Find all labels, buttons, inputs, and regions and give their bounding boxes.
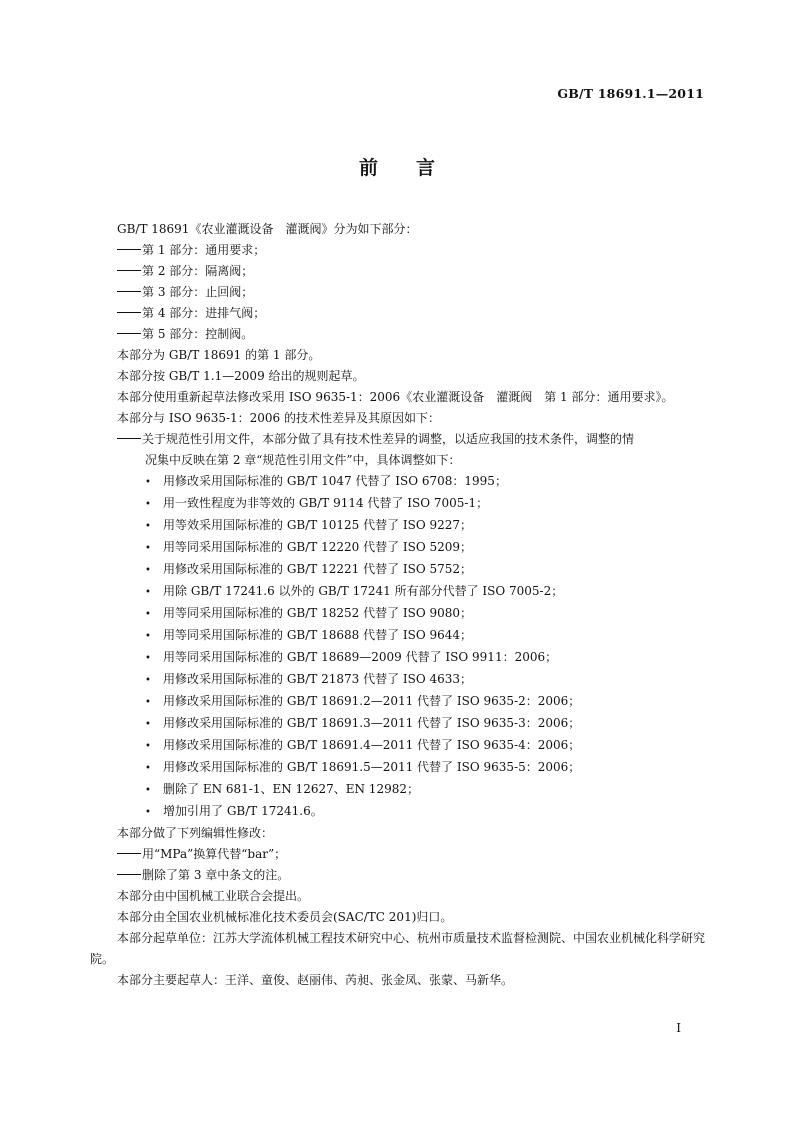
bullet-icon: •	[145, 785, 151, 796]
bullet-icon: •	[145, 521, 151, 532]
bullet-icon: •	[145, 675, 151, 686]
list-item: • 用等同采用国际标准的 GB/T 12220 代替了 ISO 5209；	[145, 537, 705, 559]
bullet-icon: •	[145, 543, 151, 554]
paragraph: 本部分由全国农业机械标准化技术委员会(SAC/TC 201)归口。	[117, 910, 453, 924]
paragraph: 本部分与 ISO 9635-1：2006 的技术性差异及其原因如下：	[117, 411, 441, 425]
list-item: • 用等同采用国际标准的 GB/T 18688 代替了 ISO 9644；	[145, 625, 705, 647]
bullet-icon: •	[145, 565, 151, 576]
bullet-icon: •	[145, 477, 151, 488]
difference-item: 关于规范性引用文件，本部分做了具有技术性差异的调整，以适应我国的技术条件，调整的情	[117, 429, 705, 450]
paragraph: 本部分按 GB/T 1.1—2009 给出的规则起草。	[117, 369, 365, 383]
list-item: • 用修改采用国际标准的 GB/T 18691.4—2011 代替了 ISO 9635-4：2006；	[145, 735, 705, 757]
paragraph: 本部分起草单位：江苏大学流体机械工程技术研究中心、杭州市质量技术监督检测院、中国农业机械化科学研究院。	[90, 931, 706, 966]
list-item: • 用等同采用国际标准的 GB/T 18689—2009 代替了 ISO 9911：2006；	[145, 647, 705, 669]
list-item: • 增加引用了 GB/T 17241.6。	[145, 801, 705, 823]
paragraph: GB/T 18691《农业灌溉设备 灌溉阀》分为如下部分：	[117, 222, 418, 236]
edit-item: 删除了第 3 章中条文的注。	[117, 865, 705, 886]
list-item: • 用等同采用国际标准的 GB/T 18252 代替了 ISO 9080；	[145, 603, 705, 625]
edit-item: 用“MPa”换算代替“bar”；	[117, 844, 705, 865]
list-item: • 用修改采用国际标准的 GB/T 18691.3—2011 代替了 ISO 9635-3：2006；	[145, 713, 705, 735]
em-dash	[117, 291, 141, 292]
paragraph: 本部分由中国机械工业联合会提出。	[117, 889, 310, 903]
list-item: • 用修改采用国际标准的 GB/T 1047 代替了 ISO 6708：1995；	[145, 471, 705, 493]
list-item: • 用一致性程度为非等效的 GB/T 9114 代替了 ISO 7005-1；	[145, 493, 705, 515]
part-item: 第 4 部分：进排气阀；	[117, 303, 705, 324]
em-dash	[117, 438, 141, 439]
em-dash	[117, 333, 141, 334]
em-dash	[117, 312, 141, 313]
bullet-icon: •	[145, 741, 151, 752]
bullet-icon: •	[145, 587, 151, 598]
page-title: 前言	[358, 157, 473, 179]
bullet-icon: •	[145, 609, 151, 620]
adjustment-list	[117, 471, 705, 823]
list-item: • 用修改采用国际标准的 GB/T 21873 代替了 ISO 4633；	[145, 669, 705, 691]
paragraph: 本部分为 GB/T 18691 的第 1 部分。	[117, 348, 321, 362]
difference-item-continued: 况集中反映在第 2 章“规范性引用文件”中，具体调整如下：	[145, 453, 461, 467]
part-item: 第 2 部分：隔离阀；	[117, 261, 705, 282]
list-item: • 用等效采用国际标准的 GB/T 10125 代替了 ISO 9227；	[145, 515, 705, 537]
part-item: 第 1 部分：通用要求；	[117, 240, 705, 261]
list-item: • 用修改采用国际标准的 GB/T 18691.2—2011 代替了 ISO 9635-2：2006；	[145, 691, 705, 713]
paragraph: 本部分主要起草人：王洋、童俊、赵丽伟、芮昶、张金凤、张蒙、马新华。	[117, 973, 514, 987]
paragraph: 本部分使用重新起草法修改采用 ISO 9635-1：2006《农业灌溉设备 灌溉阀 第 1 部分：通用要求》。	[117, 390, 674, 404]
em-dash	[117, 249, 141, 250]
paragraph: 本部分做了下列编辑性修改：	[117, 826, 274, 840]
em-dash	[117, 874, 141, 875]
bullet-icon: •	[145, 719, 151, 730]
part-item: 第 5 部分：控制阀。	[117, 324, 705, 345]
part-item: 第 3 部分：止回阀；	[117, 282, 705, 303]
list-item: • 用除 GB/T 17241.6 以外的 GB/T 17241 所有部分代替了 ISO 7005-2；	[145, 581, 705, 603]
em-dash	[117, 853, 141, 854]
list-item: • 用修改采用国际标准的 GB/T 12221 代替了 ISO 5752；	[145, 559, 705, 581]
bullet-icon: •	[145, 653, 151, 664]
list-item: • 用修改采用国际标准的 GB/T 18691.5—2011 代替了 ISO 9635-5：2006；	[145, 757, 705, 779]
bullet-icon: •	[145, 499, 151, 510]
bullet-icon: •	[145, 763, 151, 774]
list-item: • 删除了 EN 681-1、EN 12627、EN 12982；	[145, 779, 705, 801]
standard-number: GB/T 18691.1—2011	[557, 86, 704, 101]
preface-body	[90, 219, 706, 991]
bullet-icon: •	[145, 807, 151, 818]
page-number: I	[676, 1021, 681, 1035]
em-dash	[117, 270, 141, 271]
bullet-icon: •	[145, 697, 151, 708]
bullet-icon: •	[145, 631, 151, 642]
